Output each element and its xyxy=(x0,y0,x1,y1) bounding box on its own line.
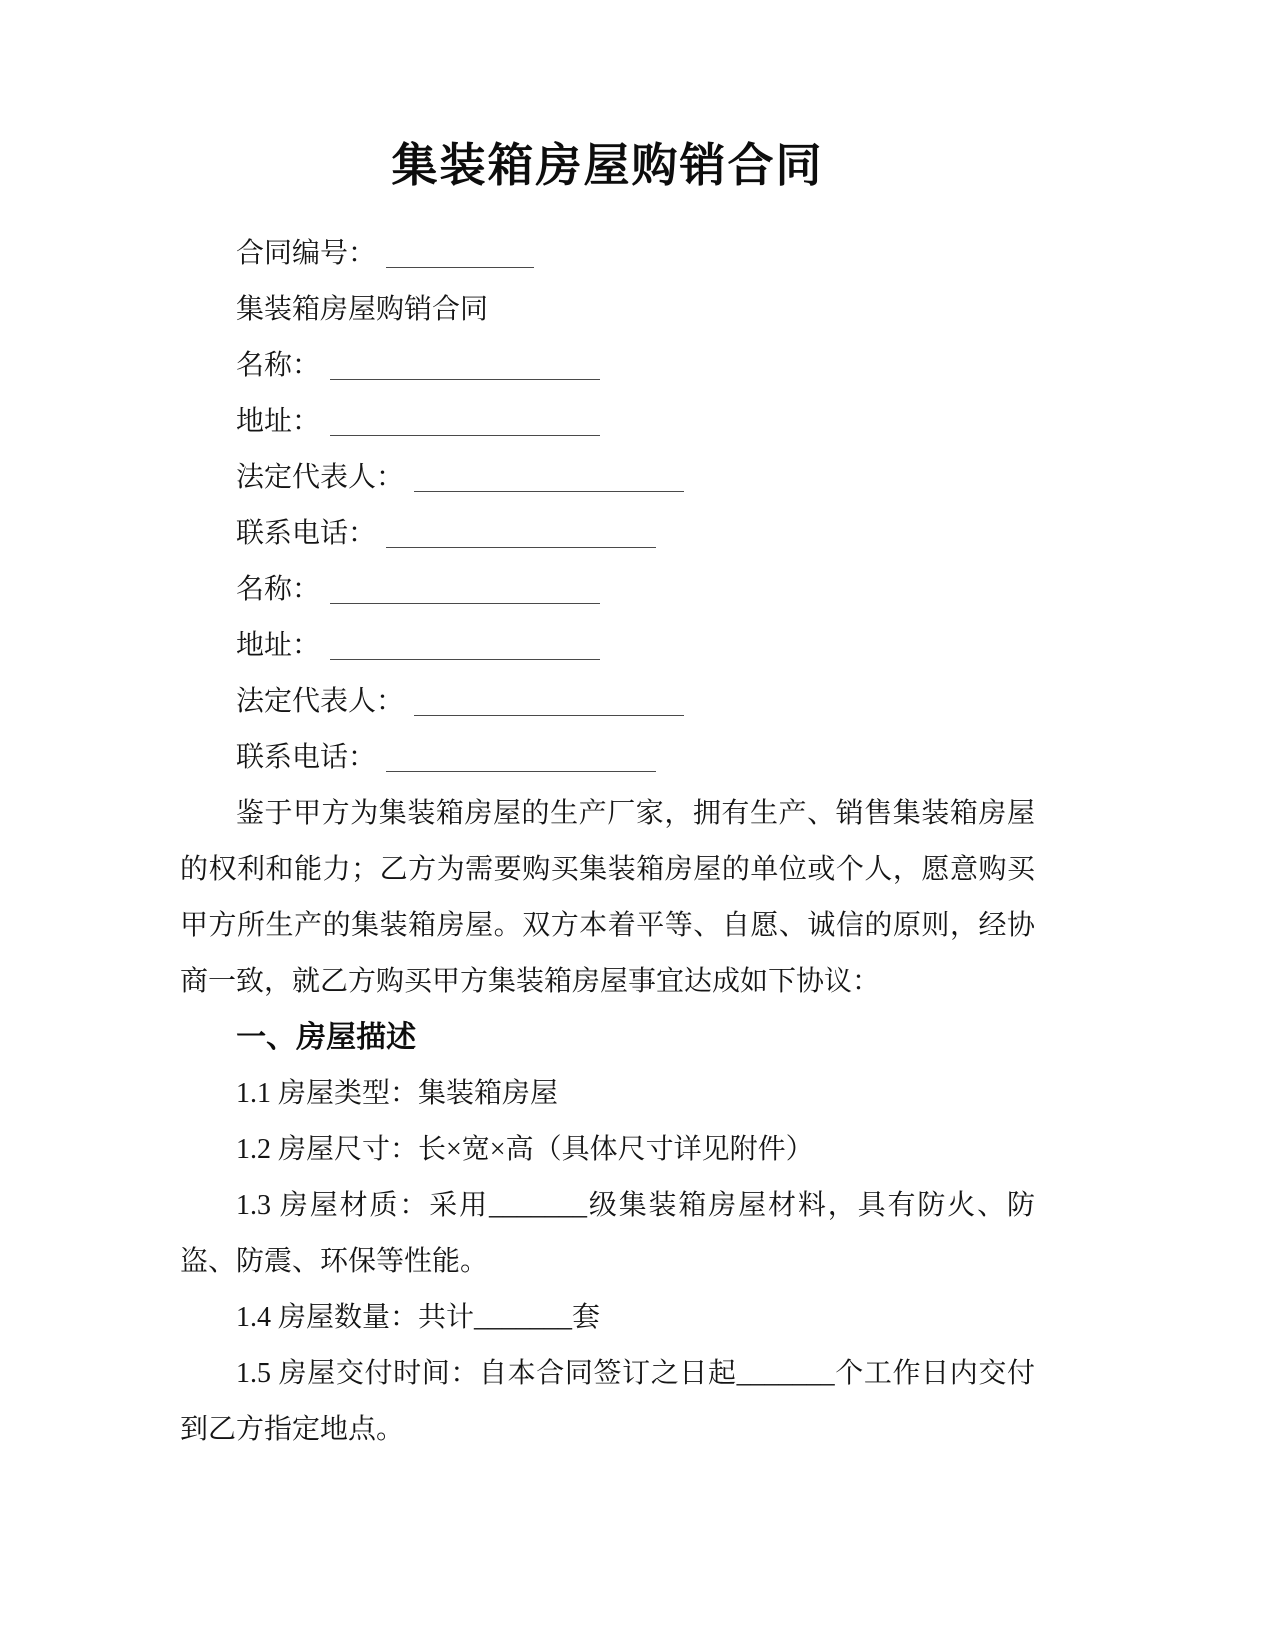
party-b-address-blank xyxy=(330,629,600,660)
document-title: 集装箱房屋购销合同 xyxy=(391,140,824,191)
party-b-representative-label: 法定代表人： xyxy=(236,686,405,717)
party-b-name-blank xyxy=(330,573,600,604)
document-subtitle: 集装箱房屋购销合同 xyxy=(236,294,489,325)
party-b-address-label: 地址： xyxy=(236,630,321,661)
party-a-address-row xyxy=(180,394,1035,450)
preamble-paragraph: 鉴于甲方为集装箱房屋的生产厂家，拥有生产、销售集装箱房屋的权利和能力；乙方为需要购买集装箱房屋的单位或个人，愿意购买甲方所生产的集装箱房屋。双方本着平等、自愿、诚信的原则，经协商一致，就乙方购买甲方集装箱房屋事宜达成如下协议： xyxy=(180,798,1035,997)
clause-1-1: 1.1 房屋类型：集装箱房屋 xyxy=(236,1078,559,1109)
clause-1-2: 1.2 房屋尺寸：长×宽×高（具体尺寸详见附件） xyxy=(236,1134,814,1165)
contract-number-label: 合同编号： xyxy=(236,238,377,269)
party-b-phone-blank xyxy=(386,741,656,772)
section-1-heading: 一、房屋描述 xyxy=(236,1021,417,1054)
party-a-representative-row xyxy=(180,450,1035,506)
party-b-phone-label: 联系电话： xyxy=(236,742,377,773)
party-b-phone-row xyxy=(180,730,1035,786)
party-a-name-label: 名称： xyxy=(236,350,321,381)
party-b-address-row xyxy=(180,618,1035,674)
party-a-address-blank xyxy=(330,405,600,436)
party-b-name-label: 名称： xyxy=(236,574,321,605)
clause-1-5: 1.5 房屋交付时间：自本合同签订之日起_______个工作日内交付到乙方指定地点。 xyxy=(180,1358,1035,1445)
party-b-representative-blank xyxy=(414,685,684,716)
party-a-representative-blank xyxy=(414,461,684,492)
party-a-name-row xyxy=(180,338,1035,394)
party-a-phone-label: 联系电话： xyxy=(236,518,377,549)
party-a-address-label: 地址： xyxy=(236,406,321,437)
party-b-name-row xyxy=(180,562,1035,618)
contract-number-blank xyxy=(386,237,534,268)
clause-1-3: 1.3 房屋材质：采用_______级集装箱房屋材料，具有防火、防盗、防震、环保等性能。 xyxy=(180,1190,1035,1277)
subtitle-row xyxy=(180,282,1035,338)
party-a-phone-blank xyxy=(386,517,656,548)
party-a-representative-label: 法定代表人： xyxy=(236,462,405,493)
party-a-phone-row xyxy=(180,506,1035,562)
party-b-representative-row xyxy=(180,674,1035,730)
party-a-name-blank xyxy=(330,349,600,380)
clause-1-4: 1.4 房屋数量：共计_______套 xyxy=(236,1302,601,1333)
contract-number-row xyxy=(180,226,1035,282)
